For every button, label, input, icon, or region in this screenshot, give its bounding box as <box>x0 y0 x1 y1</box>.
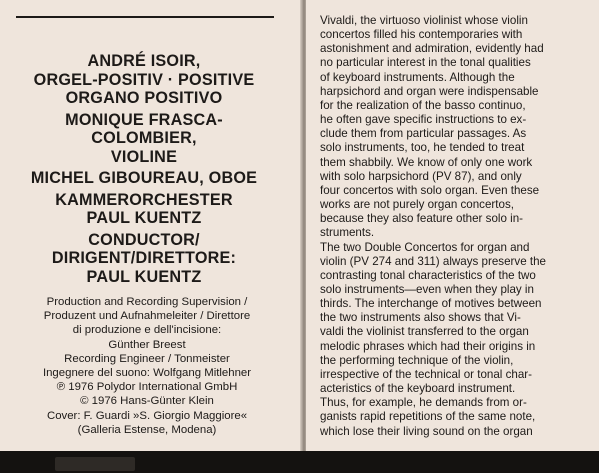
text-line: Thus, for example, he demands from or- <box>320 396 527 410</box>
credit-line: ORGEL-POSITIV · POSITIVE <box>33 70 255 89</box>
text-line: harpsichord and organ were indispensable <box>320 84 539 98</box>
credit-line: ANDRÉ ISOIR, <box>87 52 201 70</box>
text-line: he often gave specific instructions to ex- <box>320 113 527 127</box>
production-line: Recording Engineer / Tonmeister <box>64 352 230 365</box>
text-line: ganists rapid repetitions of the same note, <box>320 410 536 424</box>
production-line: © 1976 Hans-Günter Klein <box>80 395 214 408</box>
top-rule <box>16 16 274 18</box>
production-line: (Galleria Estense, Modena) <box>77 423 217 436</box>
right-page <box>306 0 599 473</box>
production-line: Cover: F. Guardi »S. Giorgio Maggiore« <box>46 409 248 422</box>
text-line: of keyboard instruments. Although the <box>320 70 515 84</box>
text-line: with solo harpsichord (PV 87), and only <box>320 169 522 183</box>
credit-line: VIOLINE <box>110 147 178 166</box>
binding-slot <box>55 457 135 471</box>
text-line: irrespective of the technical or tonal char- <box>320 367 533 381</box>
text-line: because they also feature other solo in- <box>320 212 524 226</box>
text-line: four concertos with solo organ. Even these <box>320 183 540 197</box>
credit-line: MONIQUE FRASCA-COLOMBIER, <box>65 110 223 147</box>
text-line: The two Double Concertos for organ and <box>320 240 530 254</box>
text-line: Vivaldi, the virtuoso violinist whose violin <box>320 14 528 27</box>
liner-notes-text <box>320 14 590 439</box>
text-line: concertos filled his contemporaries with <box>320 28 523 42</box>
text-line: valdi the violinist transferred to the organ <box>320 325 529 339</box>
text-line: the performing technique of the violin, <box>320 353 514 367</box>
text-line: clude them from particular passages. As <box>320 127 527 141</box>
text-line: violin (PV 274 and 311) always preserve the <box>320 254 546 268</box>
credit-line: CONDUCTOR/ <box>88 230 200 249</box>
production-line: Production and Recording Supervision / <box>46 296 248 308</box>
text-line: them shabbily. We know of only one work <box>320 155 533 169</box>
production-line: Günther Breest <box>108 338 186 351</box>
text-line: the two instruments also shows that Vi- <box>320 311 521 325</box>
credit-line: ORGANO POSITIVO <box>65 89 223 107</box>
credit-line: PAUL KUENTZ <box>86 209 202 227</box>
credit-line: KAMMERORCHESTER <box>55 190 233 209</box>
text-line: melodic phrases which had their origins in <box>320 339 536 353</box>
text-line: acteristics of the keyboard instrument. <box>320 382 516 396</box>
bottom-shadow <box>0 451 599 473</box>
text-line: thirds. The interchange of motives between <box>320 297 542 311</box>
production-line: di produzione e dell'incisione: <box>72 324 222 337</box>
text-line: for the realization of the basso continuo, <box>320 98 526 112</box>
text-line: contrasting tonal characteristics of the two <box>320 268 536 282</box>
text-line: struments. <box>320 226 375 240</box>
text-line: astonishment and admiration, evidently had <box>320 42 544 56</box>
text-line: solo instruments, too, he tended to treat <box>320 141 525 155</box>
credit-line: PAUL KUENTZ <box>86 267 202 286</box>
production-line: ℗ 1976 Polydor International GmbH <box>56 381 238 394</box>
production-line: Produzent und Aufnahmeleiter / Direttore <box>43 310 251 323</box>
performer-credits <box>18 52 270 286</box>
text-line: which lose their living sound on the organ <box>320 424 533 438</box>
text-line: solo instruments—even when they play in <box>320 282 534 296</box>
text-line: works are not purely organ concertos, <box>320 198 514 212</box>
production-credits <box>18 295 276 437</box>
production-line: Ingegnere del suono: Wolfgang Mitlehner <box>42 367 252 380</box>
text-line: no particular interest in the tonal qualities <box>320 56 531 70</box>
credit-line: DIRIGENT/DIRETTORE: <box>51 249 237 267</box>
credit-line: MICHEL GIBOUREAU, OBOE <box>30 169 258 187</box>
